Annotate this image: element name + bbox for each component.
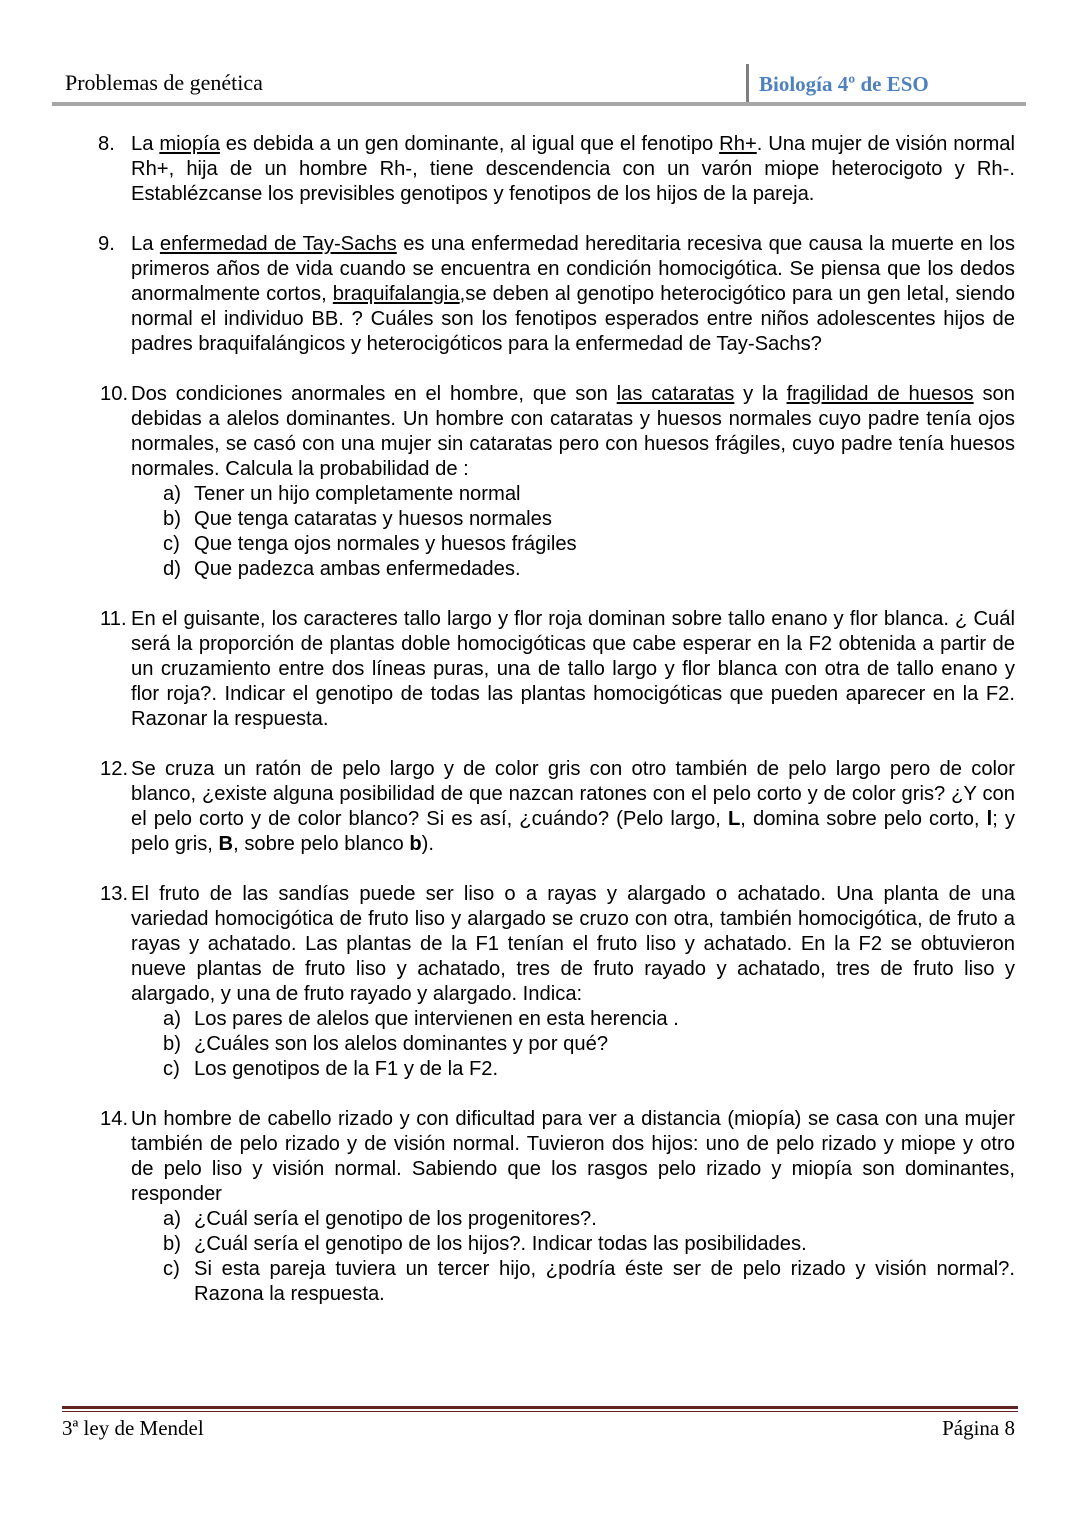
list-item: c) Los genotipos de la F1 y de la F2. bbox=[163, 1058, 499, 1080]
problem-text: La miopía es debida a un gen dominante, al igual que el fenotipo Rh+. Una mujer de visión normal Rh+, hija de un hombre Rh-, tiene descendencia con un varón miope heterocigoto y Rh-. Establézcanse los previsibles genotipos y fenotipos de los hijos de la pareja. bbox=[131, 133, 1015, 205]
problem-text: Un hombre de cabello rizado y con dificultad para ver a distancia (miopía) se casa con una mujer también de pelo rizado y de visión normal. Tuvieron dos hijos: uno de pelo rizado y miope y otro de pelo liso y visión normal. Sabiendo que los rasgos pelo rizado y miopía son dominantes, responder bbox=[131, 1108, 1015, 1205]
problem-12 bbox=[100, 757, 1015, 857]
document-body bbox=[0, 132, 1080, 1332]
problem-number: 9. bbox=[98, 233, 115, 255]
list-item: c) Si esta pareja tuviera un tercer hijo, ¿podría éste ser de pelo rizado y visión normal?. Razona la respuesta. bbox=[163, 1258, 1015, 1305]
list-item: d) Que padezca ambas enfermedades. bbox=[163, 558, 521, 580]
header-title: Problemas de genética bbox=[65, 70, 263, 95]
sub-question-list bbox=[131, 1007, 1015, 1082]
problem-number: 13. bbox=[100, 883, 129, 905]
footer-rule-thin bbox=[62, 1411, 1018, 1412]
footer-rule bbox=[62, 1406, 1018, 1409]
problem-text: El fruto de las sandías puede ser liso o a rayas y alargado o achatado. Una planta de una variedad homocigótica de fruto liso y alargado se cruzo con otra, también homocigótica, de fruto a rayas y achatado. Las plantas de la F1 tenían el fruto liso y achatado. En la F2 se obtuvieron nueve plantas de fruto liso y achatado, tres de fruto rayado y achatado, tres de fruto liso y alargado, y una de fruto rayado y alargado. Indica: bbox=[131, 883, 1015, 1005]
problem-text: Dos condiciones anormales en el hombre, que son las cataratas y la fragilidad de huesos son debidas a alelos dominantes. Un hombre con cataratas y huesos normales cuyo padre tenía ojos normales, se casó con una mujer sin cataratas pero con huesos frágiles, cuyo padre tenía huesos normales. Calcula la probabilidad de : bbox=[131, 383, 1016, 480]
problem-number: 12. bbox=[100, 758, 129, 780]
list-item: b) Que tenga cataratas y huesos normales bbox=[163, 508, 552, 530]
list-item: a) Los pares de alelos que intervienen en esta herencia . bbox=[163, 1008, 679, 1030]
problem-9 bbox=[98, 232, 1015, 357]
list-item: b) ¿Cuál sería el genotipo de los hijos?. Indicar todas las posibilidades. bbox=[163, 1233, 807, 1255]
problem-number: 14. bbox=[100, 1108, 129, 1130]
list-item: a) Tener un hijo completamente normal bbox=[163, 483, 521, 505]
problem-number: 11. bbox=[100, 608, 127, 630]
key-term: braquifalangia bbox=[332, 283, 460, 305]
problem-text: En el guisante, los caracteres tallo largo y flor roja dominan sobre tallo enano y flor blanca. ¿ Cuál será la proporción de plantas doble homocigóticas que cabe esperar en la F2 obtenida a partir de un cruzamiento entre dos líneas puras, una de tallo largo y flor blanca con otra de tallo enano y flor roja?. Indicar el genotipo de todas las plantas homocigóticas que pueden aparecer en la F2. Razonar la respuesta. bbox=[131, 608, 1015, 730]
key-term: las cataratas bbox=[616, 383, 735, 405]
problem-8 bbox=[98, 132, 1015, 207]
sub-question-list bbox=[131, 1207, 1015, 1307]
header-rule bbox=[52, 102, 1026, 106]
list-item: c) Que tenga ojos normales y huesos frágiles bbox=[163, 533, 577, 555]
problem-text: Se cruza un ratón de pelo largo y de color gris con otro también de pelo largo pero de color blanco, ¿existe alguna posibilidad de que nazcan ratones con el pelo corto y de color gris? ¿Y con el pelo corto y de color blanco? Si es así, ¿cuándo? (Pelo largo, L, domina sobre pelo corto, l; y pelo gris, B, sobre pelo blanco b). bbox=[131, 758, 1015, 855]
problem-14 bbox=[100, 1107, 1015, 1307]
list-item: a) ¿Cuál sería el genotipo de los progenitores?. bbox=[163, 1208, 597, 1230]
problem-number: 10. bbox=[100, 383, 129, 405]
page-number: Página 8 bbox=[942, 1416, 1015, 1440]
key-term: fragilidad de huesos bbox=[786, 383, 974, 405]
key-term: miopía bbox=[159, 133, 220, 155]
sub-question-list bbox=[131, 482, 1015, 582]
problem-text: La enfermedad de Tay-Sachs es una enfermedad hereditaria recesiva que causa la muerte en los primeros años de vida cuando se encuentra en condición homocigótica. Se piensa que los dedos anormalmente cortos, braquifalangia,se deben al genotipo heterocigótico para un gen letal, siendo normal el individuo BB. ? Cuáles son los fenotipos esperados entre niños adolescentes hijos de padres braquifalángicos y heterocigóticos para la enfermedad de Tay-Sachs? bbox=[131, 233, 1015, 355]
problem-10 bbox=[100, 382, 1016, 582]
header-course: Biología 4º de ESO bbox=[746, 64, 929, 102]
problem-number: 8. bbox=[98, 133, 115, 155]
problem-13 bbox=[100, 882, 1015, 1082]
problem-11 bbox=[100, 607, 1015, 732]
key-term: Rh+ bbox=[719, 133, 757, 155]
list-item: b) ¿Cuáles son los alelos dominantes y por qué? bbox=[163, 1033, 609, 1055]
footer-chapter: 3ª ley de Mendel bbox=[62, 1416, 204, 1440]
key-term: enfermedad de Tay-Sachs bbox=[159, 233, 397, 255]
